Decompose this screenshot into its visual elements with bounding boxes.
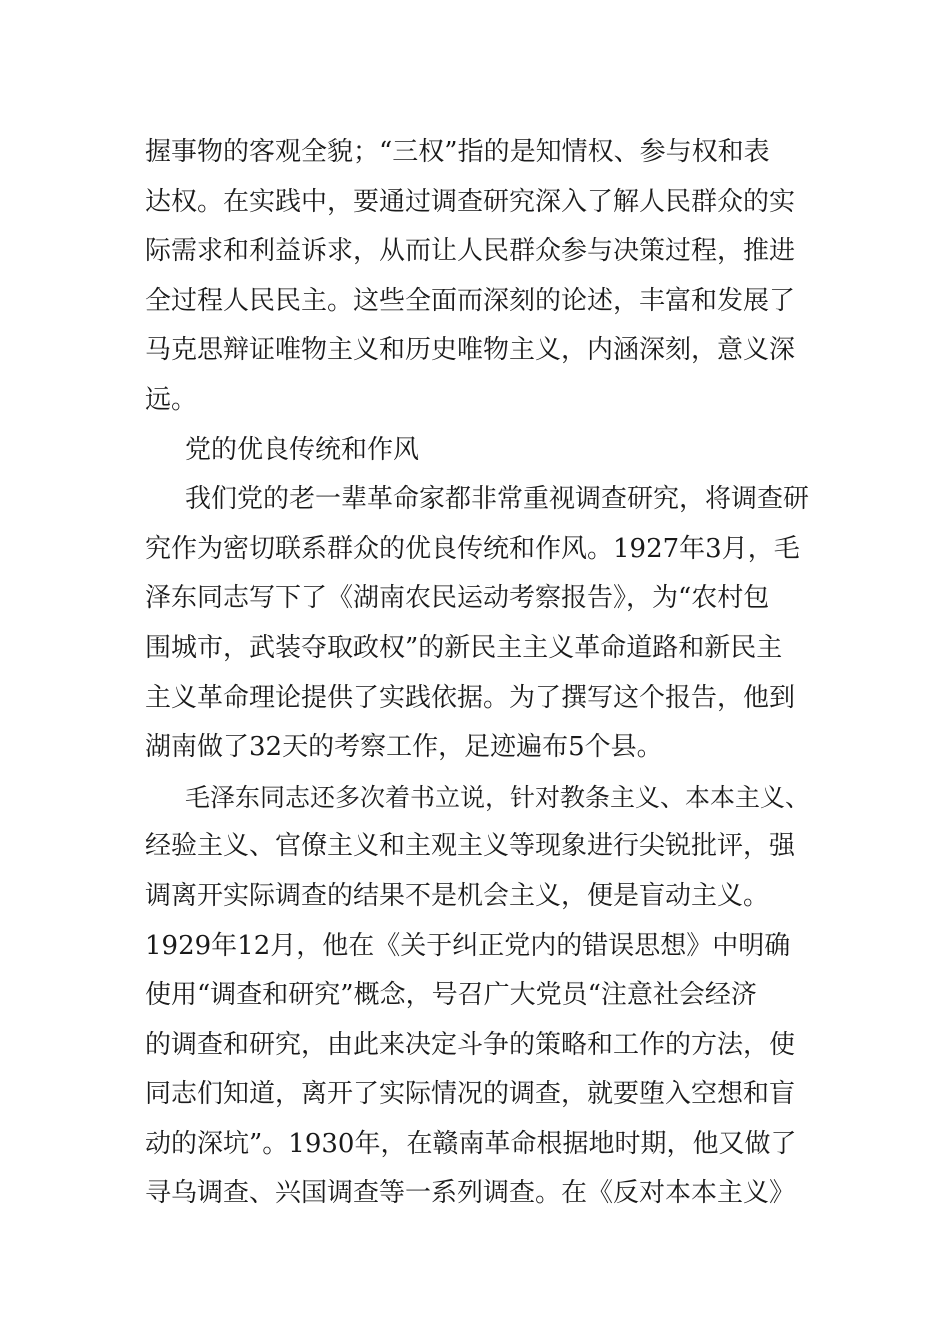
text-line: 寻乌调查、兴国调查等一系列调查。在《反对本本主义》 [145,1178,796,1209]
text-line: 达权。在实践中，要通过调查研究深入了解人民群众的实 [145,186,796,217]
paragraph-start-line: 毛泽东同志还多次着书立说，针对教条主义、本本主义、 [185,782,811,812]
text-line: 马克思辩证唯物主义和历史唯物主义，内涵深刻，意义深 [145,335,796,366]
text-line: 全过程人民民主。这些全面而深刻的论述，丰富和发展了 [145,285,796,316]
text-line: 使用“调查和研究”概念，号召广大党员“注意社会经济 [145,980,757,1011]
text-line: 围城市，武装夺取政权”的新民主主义革命道路和新民主 [145,632,783,663]
text-line: 远。 [145,384,198,415]
text-line: 调离开实际调查的结果不是机会主义，便是盲动主义。 [145,880,770,911]
text-line: 湖南做了32天的考察工作，足迹遍布5个县。 [145,732,663,763]
text-line: 动的深坑”。1930年，在赣南革命根据地时期，他又做了 [145,1128,797,1159]
text-line: 际需求和利益诉求，从而让人民群众参与决策过程，推进 [145,236,796,267]
body-text [145,128,815,1219]
text-line: 泽东同志写下了《湖南农民运动考察报告》，为“农村包 [145,583,770,614]
text-line: 的调查和研究，由此来决定斗争的策略和工作的方法，使 [145,1029,796,1060]
section-heading: 党的优良传统和作风 [185,434,420,465]
text-line: 主义革命理论提供了实践依据。为了撰写这个报告，他到 [145,682,796,713]
text-line: 握事物的客观全貌；“三权”指的是知情权、参与权和表 [145,137,770,167]
text-line: 经验主义、官僚主义和主观主义等现象进行尖锐批评，强 [145,831,796,862]
text-line: 同志们知道，离开了实际情况的调查，就要堕入空想和盲 [145,1079,796,1110]
paragraph-start-line: 我们党的老一辈革命家都非常重视调查研究，将调查研 [185,484,810,515]
text-line: 1929年12月，他在《关于纠正党内的错误思想》中明确 [145,930,791,961]
text-line: 究作为密切联系群众的优良传统和作风。1927年3月，毛 [145,533,800,564]
